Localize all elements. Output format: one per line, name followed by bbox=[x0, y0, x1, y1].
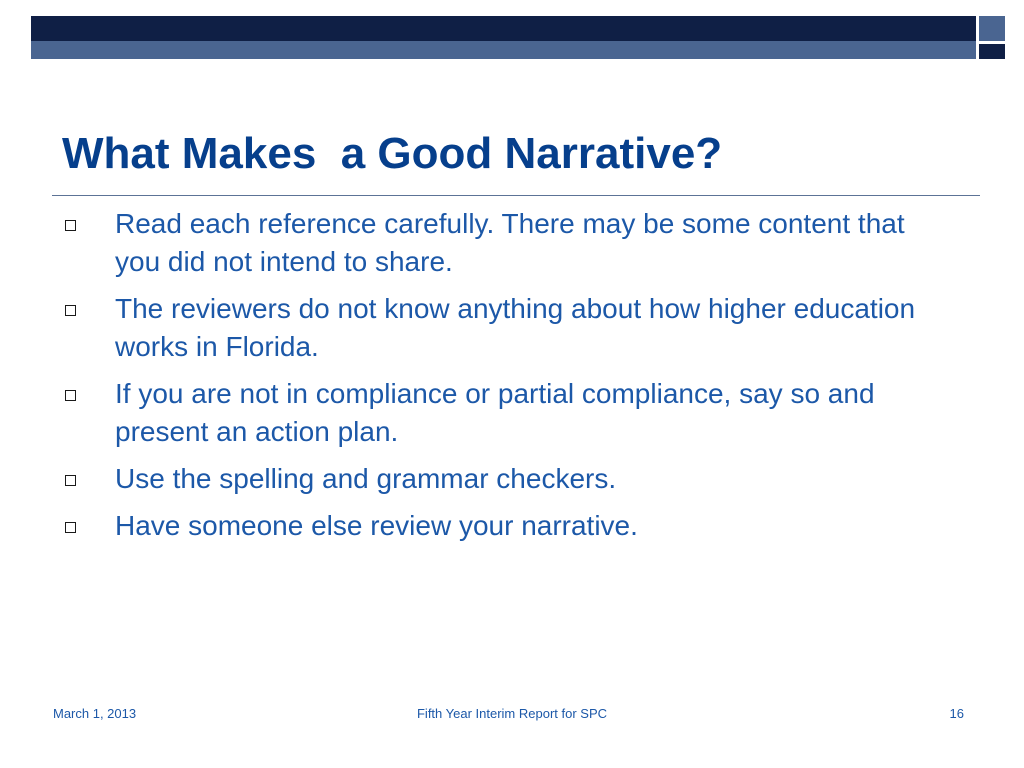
title-divider bbox=[52, 195, 980, 196]
bullet-text: Have someone else review your narrative. bbox=[115, 510, 638, 541]
hollow-square-bullet-icon bbox=[65, 475, 76, 486]
bullet-text: The reviewers do not know anything about how higher education works in Florida. bbox=[115, 293, 916, 362]
header-band-dark-stripe bbox=[31, 16, 976, 41]
bullet-list bbox=[62, 205, 952, 554]
footer-title: Fifth Year Interim Report for SPC bbox=[416, 706, 608, 721]
bullet-text: Read each reference carefully. There may be some content that you did not intend to share. bbox=[115, 208, 905, 277]
bullet-item bbox=[62, 205, 952, 281]
hollow-square-bullet-icon bbox=[65, 522, 76, 533]
bullet-item bbox=[62, 507, 952, 545]
header-corner-square-bottom bbox=[979, 44, 1005, 59]
hollow-square-bullet-icon bbox=[65, 305, 76, 316]
header-corner-square-top bbox=[979, 16, 1005, 41]
slide-title: What Makes a Good Narrative? bbox=[62, 129, 723, 178]
bullet-item bbox=[62, 460, 952, 498]
slide-number: 16 bbox=[949, 706, 964, 721]
hollow-square-bullet-icon bbox=[65, 220, 76, 231]
bullet-item bbox=[62, 375, 952, 451]
hollow-square-bullet-icon bbox=[65, 390, 76, 401]
bullet-text: If you are not in compliance or partial compliance, say so and present an action plan. bbox=[115, 378, 875, 447]
bullet-text: Use the spelling and grammar checkers. bbox=[115, 463, 617, 494]
footer-date: March 1, 2013 bbox=[53, 706, 137, 721]
bullet-item bbox=[62, 290, 952, 366]
